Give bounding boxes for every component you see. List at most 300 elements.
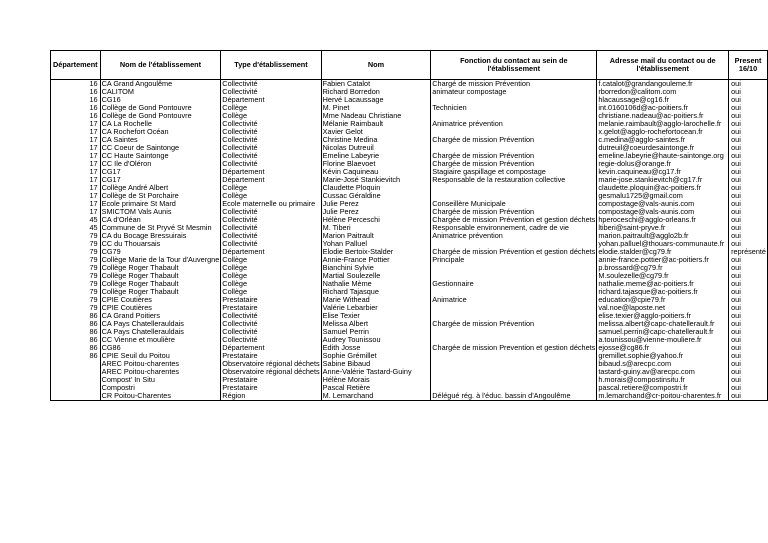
- cell-email: p.brossard@cg79.fr: [597, 264, 729, 272]
- cell-contact-name: Xavier Gelot: [321, 128, 431, 136]
- cell-contact-function: Animatrice prévention: [431, 120, 597, 128]
- cell-contact-name: Edith Josse: [321, 344, 431, 352]
- cell-establishment-name: AREC Poitou-charentes: [100, 360, 221, 368]
- cell-establishment-type: Collectivité: [221, 328, 321, 336]
- cell-establishment-type: Observatoire régional déchets: [222, 368, 320, 376]
- cell-establishment-type: Collectivité: [221, 120, 321, 128]
- cell-present: oui: [729, 184, 768, 192]
- cell-establishment-name: CA Grand Angoulême: [100, 80, 221, 89]
- cell-establishment-name: Commune de St Pryvé St Mesmin: [100, 224, 221, 232]
- cell-establishment-type: Prestataire: [221, 352, 321, 360]
- cell-establishment-name: CC Vienne et moulière: [100, 336, 221, 344]
- cell-present: oui: [729, 368, 768, 376]
- cell-contact-function: Chargé de mission Prévention: [431, 80, 597, 89]
- cell-email: regie-dolus@orange.fr: [597, 160, 729, 168]
- cell-present: oui: [729, 360, 768, 368]
- cell-establishment-type: Département: [221, 248, 321, 256]
- cell-establishment-type: Collectivité: [221, 160, 321, 168]
- cell-present: oui: [729, 328, 768, 336]
- cell-email: pascal.retiere@compostri.fr: [597, 384, 729, 392]
- cell-dept: 17: [51, 176, 101, 184]
- cell-email: val.noe@laposte.net: [597, 304, 729, 312]
- cell-dept: 79: [51, 232, 101, 240]
- cell-establishment-type: Collège: [221, 288, 321, 296]
- cell-establishment-name: CG17: [100, 168, 221, 176]
- header-present: Present 16/10: [729, 51, 768, 80]
- table-row: [51, 384, 768, 392]
- cell-establishment-name: Collège André Albert: [100, 184, 221, 192]
- cell-email: f.catalot@grandangouleme.fr: [597, 80, 729, 89]
- cell-dept: 16: [51, 96, 101, 104]
- table-row: [51, 360, 768, 368]
- cell-contact-name: Audrey Tounissou: [321, 336, 431, 344]
- cell-contact-name: Hélène Perceschi: [321, 216, 431, 224]
- cell-email: claudette.ploquin@ac-poitiers.fr: [597, 184, 729, 192]
- cell-present: oui: [729, 160, 768, 168]
- cell-dept: 17: [51, 144, 101, 152]
- cell-present: oui: [729, 120, 768, 128]
- cell-contact-name: Marie Withead: [321, 296, 431, 304]
- cell-dept: 45: [51, 216, 101, 224]
- cell-contact-function: Responsable environnement, cadre de vie: [431, 224, 597, 232]
- cell-email: kevin.caquineau@cg17.fr: [597, 168, 729, 176]
- cell-dept: 17: [51, 152, 101, 160]
- cell-contact-function: [431, 192, 597, 200]
- cell-establishment-type: Collectivité: [221, 136, 321, 144]
- cell-email: ejosse@cg86.fr: [597, 344, 729, 352]
- cell-present: oui: [729, 168, 768, 176]
- cell-present: oui: [729, 240, 768, 248]
- cell-contact-function: Chargée de mission Prévention: [431, 152, 597, 160]
- cell-establishment-type: Collectivité: [221, 240, 321, 248]
- cell-dept: [51, 360, 101, 368]
- cell-contact-function: Conseillère Municipale: [431, 200, 597, 208]
- cell-dept: 79: [51, 264, 101, 272]
- table-row: [51, 224, 768, 232]
- cell-establishment-name: Compostri: [100, 384, 221, 392]
- cell-contact-function: Responsable de la restauration collective: [431, 176, 597, 184]
- table-row: [51, 168, 768, 176]
- cell-establishment-type: Collège: [221, 264, 321, 272]
- cell-email: emeline.labeyrie@haute-saintonge.org: [597, 152, 729, 160]
- header-contact-name: Nom: [321, 51, 431, 80]
- cell-establishment-type: Collectivité: [221, 312, 321, 320]
- table-row: [51, 352, 768, 360]
- cell-contact-function: animateur compostage: [431, 88, 597, 96]
- header-row: [51, 51, 768, 80]
- cell-contact-function: [431, 328, 597, 336]
- cell-email: m.lemarchand@cr-poitou-charentes.fr: [597, 392, 729, 401]
- cell-contact-function: [431, 272, 597, 280]
- cell-present: oui: [729, 288, 768, 296]
- cell-email: ltiberi@saint-pryve.fr: [597, 224, 729, 232]
- cell-dept: 17: [51, 160, 101, 168]
- cell-contact-name: Claudette Ploquin: [321, 184, 431, 192]
- cell-contact-function: [431, 288, 597, 296]
- header-email: Adresse mail du contact ou de l'établissement: [597, 51, 729, 80]
- cell-contact-function: [431, 368, 597, 376]
- cell-dept: 16: [51, 112, 101, 120]
- cell-contact-name: Cussac Géraldine: [321, 192, 431, 200]
- cell-establishment-type: Département: [221, 96, 321, 104]
- cell-establishment-type: Collège: [221, 112, 321, 120]
- cell-establishment-type: Prestataire: [221, 304, 321, 312]
- cell-establishment-name: Ecole primaire St Mard: [100, 200, 221, 208]
- cell-establishment-type: Collectivité: [221, 232, 321, 240]
- cell-establishment-type: Collectivité: [221, 336, 321, 344]
- cell-email: yohan.palluel@thouars-communaute.fr: [597, 240, 729, 248]
- table-row: [51, 248, 768, 256]
- cell-contact-name: Mélanie Raimbault: [321, 120, 431, 128]
- cell-contact-function: Délégué rég. à l'éduc. bassin d'Angoulême: [431, 392, 597, 401]
- cell-present: oui: [729, 336, 768, 344]
- table-row: [51, 232, 768, 240]
- cell-contact-function: [431, 264, 597, 272]
- cell-dept: 79: [51, 272, 101, 280]
- cell-email: h.morais@compostinsitu.fr: [597, 376, 729, 384]
- table-row: [51, 96, 768, 104]
- cell-dept: 17: [51, 128, 101, 136]
- cell-establishment-type: Collectivité: [221, 152, 321, 160]
- cell-establishment-name: CA Rochefort Océan: [100, 128, 221, 136]
- cell-contact-name: Marie-José Stankievitch: [321, 176, 431, 184]
- cell-contact-function: Stagiaire gaspillage et compostage: [431, 168, 597, 176]
- cell-present: oui: [729, 128, 768, 136]
- cell-establishment-name: Collège de Gond Pontouvre: [100, 112, 221, 120]
- cell-contact-name: Christine Medina: [321, 136, 431, 144]
- cell-email: elodie.stalder@cg79.fr: [597, 248, 729, 256]
- cell-dept: 86: [51, 312, 101, 320]
- cell-dept: 16: [51, 80, 101, 89]
- cell-contact-function: [431, 384, 597, 392]
- cell-establishment-type: Collectivité: [221, 208, 321, 216]
- cell-present: oui: [729, 272, 768, 280]
- table-row: [51, 264, 768, 272]
- cell-establishment-type: Collège: [221, 104, 321, 112]
- table-row: [51, 184, 768, 192]
- cell-dept: 79: [51, 296, 101, 304]
- cell-contact-function: [431, 360, 597, 368]
- cell-establishment-name: Collège Roger Thabault: [100, 280, 221, 288]
- header-establishment-name: Nom de l'établissement: [100, 51, 221, 80]
- cell-present: oui: [729, 208, 768, 216]
- cell-establishment-type: Collège: [221, 272, 321, 280]
- table-row: [51, 256, 768, 264]
- cell-dept: 79: [51, 248, 101, 256]
- cell-present: oui: [729, 312, 768, 320]
- cell-email: c.medina@agglo-saintes.fr: [597, 136, 729, 144]
- cell-contact-function: Chargée de mission Prévention et gestion déchets: [432, 248, 596, 256]
- cell-email: elise.texier@agglo-poitiers.fr: [597, 312, 729, 320]
- cell-present: oui: [729, 200, 768, 208]
- cell-establishment-name: CA Pays Chatellerauldais: [100, 320, 221, 328]
- cell-contact-function: Animatrice: [431, 296, 597, 304]
- cell-contact-name: Richard Tajasque: [321, 288, 431, 296]
- cell-email: dutreuil@coeurdesaintonge.fr: [597, 144, 729, 152]
- table-row: [51, 120, 768, 128]
- cell-contact-function: Technicien: [431, 104, 597, 112]
- cell-dept: 17: [51, 136, 101, 144]
- table-row: [51, 80, 768, 89]
- cell-present: oui: [729, 144, 768, 152]
- cell-present: oui: [729, 216, 768, 224]
- cell-establishment-name: Compost' In Situ: [100, 376, 221, 384]
- table-row: [51, 216, 768, 224]
- cell-establishment-name: CC Coeur de Saintonge: [100, 144, 221, 152]
- cell-establishment-type: Département: [221, 176, 321, 184]
- cell-establishment-name: CA du Bocage Bressuirais: [100, 232, 221, 240]
- cell-contact-function: [431, 184, 597, 192]
- table-row: [51, 104, 768, 112]
- cell-contact-name: Julie Perez: [321, 200, 431, 208]
- cell-contact-function: [431, 336, 597, 344]
- cell-contact-name: Marion Paitrault: [321, 232, 431, 240]
- cell-dept: 79: [51, 240, 101, 248]
- cell-email: hperoceschi@agglo-orleans.fr: [597, 216, 729, 224]
- cell-contact-function: [431, 312, 597, 320]
- table-row: [51, 176, 768, 184]
- cell-contact-name: Emeline Labeyrie: [321, 152, 431, 160]
- cell-dept: 17: [51, 200, 101, 208]
- cell-contact-function: [431, 96, 597, 104]
- cell-establishment-type: Collectivité: [221, 224, 321, 232]
- cell-dept: 16: [51, 88, 101, 96]
- cell-establishment-name: CG16: [100, 96, 221, 104]
- header-dept: Département: [51, 51, 101, 80]
- cell-email: compostage@vals-aunis.com: [597, 200, 729, 208]
- cell-establishment-type: Collectivité: [221, 80, 321, 89]
- cell-dept: [51, 392, 101, 401]
- cell-contact-function: Principale: [431, 256, 597, 264]
- cell-contact-name: Anne-Valérie Tastard-Guiny: [321, 368, 431, 376]
- cell-contact-name: M. Pinet: [321, 104, 431, 112]
- cell-establishment-name: CA d'Orléan: [100, 216, 221, 224]
- cell-present: représenté: [729, 248, 768, 256]
- cell-establishment-name: CA La Rochelle: [100, 120, 221, 128]
- cell-contact-function: Chargée de mission Prévention: [431, 320, 597, 328]
- cell-contact-name: Sabine Bibaud: [321, 360, 431, 368]
- table-row: [51, 392, 768, 401]
- table-row: [51, 336, 768, 344]
- table-row: [51, 296, 768, 304]
- cell-contact-function: Gestionnaire: [431, 280, 597, 288]
- cell-establishment-name: CPIE Coutières: [100, 296, 221, 304]
- cell-dept: 79: [51, 280, 101, 288]
- table-row: [51, 152, 768, 160]
- cell-contact-name: Pascal Retière: [321, 384, 431, 392]
- cell-contact-name: Sophie Grémillet: [321, 352, 431, 360]
- cell-email: education@cpie79.fr: [597, 296, 729, 304]
- cell-establishment-name: Collège Marie de la Tour d'Auvergne: [101, 256, 220, 264]
- cell-establishment-type: Collège: [221, 256, 321, 264]
- table-row: [51, 312, 768, 320]
- cell-contact-name: Fabien Catalot: [321, 80, 431, 89]
- table-row: [51, 128, 768, 136]
- cell-establishment-type: Collectivité: [221, 144, 321, 152]
- table-row: [51, 192, 768, 200]
- table-row: [51, 88, 768, 96]
- cell-email: melanie.raimbault@agglo-larochelle.fr: [597, 120, 729, 128]
- cell-dept: 45: [51, 224, 101, 232]
- cell-establishment-name: Collège Roger Thabault: [100, 264, 221, 272]
- cell-dept: [51, 384, 101, 392]
- cell-establishment-name: CALITOM: [100, 88, 221, 96]
- cell-contact-function: [431, 352, 597, 360]
- cell-contact-function: Chargée de mission Prévention et gestion déchets: [432, 216, 596, 224]
- cell-present: oui: [729, 112, 768, 120]
- cell-present: oui: [729, 296, 768, 304]
- cell-establishment-type: Collège: [221, 184, 321, 192]
- table-row: [51, 344, 768, 352]
- cell-contact-name: Annie-France Pottier: [321, 256, 431, 264]
- cell-present: oui: [729, 88, 768, 96]
- cell-establishment-name: CC Ile d'Oléron: [100, 160, 221, 168]
- cell-dept: 86: [51, 344, 101, 352]
- cell-email: samuel.perrin@capc-chatellerault.fr: [597, 328, 729, 336]
- table-row: [51, 272, 768, 280]
- cell-contact-name: Valérie Lebarbier: [321, 304, 431, 312]
- cell-contact-name: Samuel Perrin: [321, 328, 431, 336]
- cell-establishment-type: Prestataire: [221, 376, 321, 384]
- cell-establishment-name: CR Poitou-Charentes: [100, 392, 221, 401]
- cell-establishment-name: Collège de St Porchaire: [100, 192, 221, 200]
- cell-contact-name: Yohan Palluel: [321, 240, 431, 248]
- table-row: [51, 136, 768, 144]
- cell-establishment-name: CG17: [100, 176, 221, 184]
- cell-email: nathalie.meme@ac-poitiers.fr: [597, 280, 729, 288]
- cell-email: annie-france.pottier@ac-poitiers.fr: [597, 256, 729, 264]
- table-row: [51, 368, 768, 376]
- cell-present: oui: [729, 304, 768, 312]
- cell-establishment-type: Département: [221, 168, 321, 176]
- cell-contact-name: Elise Texier: [321, 312, 431, 320]
- cell-contact-name: Melissa Albert: [321, 320, 431, 328]
- cell-present: oui: [729, 104, 768, 112]
- cell-establishment-name: CC Haute Saintonge: [100, 152, 221, 160]
- cell-establishment-name: Collège Roger Thabault: [100, 272, 221, 280]
- cell-dept: 17: [51, 184, 101, 192]
- cell-establishment-name: CPIE Seuil du Poitou: [100, 352, 221, 360]
- cell-present: oui: [729, 280, 768, 288]
- table-row: [51, 304, 768, 312]
- cell-dept: 17: [51, 208, 101, 216]
- table-row: [51, 144, 768, 152]
- table-row: [51, 320, 768, 328]
- cell-present: oui: [729, 232, 768, 240]
- cell-establishment-type: Région: [221, 392, 321, 401]
- table-row: [51, 328, 768, 336]
- cell-present: oui: [729, 224, 768, 232]
- cell-establishment-type: Observatoire régional déchets: [222, 360, 320, 368]
- cell-contact-function: Chargée de mission Prévention: [431, 160, 597, 168]
- cell-email: tastard-guiny.av@arecpc.com: [597, 368, 729, 376]
- cell-contact-name: Nicolas Dutreuil: [321, 144, 431, 152]
- cell-contact-function: Chargée de mission Prévention: [431, 208, 597, 216]
- cell-email: int.0160106d@ac-poitiers.fr: [597, 104, 729, 112]
- table-row: [51, 160, 768, 168]
- cell-establishment-name: AREC Poitou-charentes: [100, 368, 221, 376]
- header-contact-function: Fonction du contact au sein de l'établissement: [431, 51, 597, 80]
- cell-dept: 79: [51, 288, 101, 296]
- cell-establishment-type: Collectivité: [221, 128, 321, 136]
- cell-dept: 79: [51, 304, 101, 312]
- cell-dept: 86: [51, 328, 101, 336]
- cell-present: oui: [729, 152, 768, 160]
- cell-dept: 86: [51, 336, 101, 344]
- cell-dept: 86: [51, 320, 101, 328]
- cell-establishment-name: CC du Thouarsais: [100, 240, 221, 248]
- cell-email: bibaud.s@arecpc.com: [597, 360, 729, 368]
- cell-present: oui: [729, 264, 768, 272]
- cell-contact-name: M. Tiberi: [321, 224, 431, 232]
- cell-dept: [51, 368, 101, 376]
- cell-contact-name: M. Lemarchand: [321, 392, 431, 401]
- table-body: [51, 80, 768, 401]
- cell-contact-name: Elodie Bertoix-Stalder: [321, 248, 431, 256]
- cell-contact-function: [431, 144, 597, 152]
- cell-establishment-name: CG79: [100, 248, 221, 256]
- cell-email: gremillet.sophie@yahoo.fr: [597, 352, 729, 360]
- cell-establishment-name: CA Pays Chatellerauldais: [100, 328, 221, 336]
- cell-email: richard.tajasque@ac-poitiers.fr: [597, 288, 729, 296]
- cell-establishment-type: Collectivité: [221, 88, 321, 96]
- table-row: [51, 240, 768, 248]
- cell-dept: 16: [51, 104, 101, 112]
- cell-present: oui: [729, 256, 768, 264]
- cell-dept: 79: [51, 256, 101, 264]
- cell-contact-name: Florine Blaevoet: [321, 160, 431, 168]
- cell-present: oui: [729, 80, 768, 89]
- cell-establishment-type: Prestataire: [221, 296, 321, 304]
- cell-contact-function: Chargée de mission Prevention et gestion déchets: [432, 344, 596, 352]
- cell-email: gesmalu1725@gmail.com: [597, 192, 729, 200]
- cell-contact-name: Julie Perez: [321, 208, 431, 216]
- cell-email: compostage@vals-aunis.com: [597, 208, 729, 216]
- cell-contact-name: Martial Soulezelle: [321, 272, 431, 280]
- cell-establishment-type: Ecole maternelle ou primaire: [221, 200, 321, 208]
- cell-contact-function: [431, 376, 597, 384]
- cell-contact-name: Mme Nadeau Christiane: [321, 112, 431, 120]
- cell-email: marion.paitrault@agglo2b.fr: [597, 232, 729, 240]
- cell-contact-name: Richard Borredon: [321, 88, 431, 96]
- cell-dept: 17: [51, 168, 101, 176]
- cell-establishment-type: Prestataire: [221, 384, 321, 392]
- cell-establishment-name: Collège Roger Thabault: [100, 288, 221, 296]
- cell-contact-name: Hélène Morais: [321, 376, 431, 384]
- cell-contact-name: Bianchini Sylvie: [321, 264, 431, 272]
- cell-establishment-type: Collège: [221, 192, 321, 200]
- cell-establishment-name: CA Saintes: [100, 136, 221, 144]
- cell-establishment-type: Collectivité: [221, 320, 321, 328]
- cell-email: M.soulezelle@cg79.fr: [597, 272, 729, 280]
- cell-present: oui: [729, 376, 768, 384]
- cell-establishment-name: SMICTOM Vals Aunis: [100, 208, 221, 216]
- cell-present: oui: [729, 136, 768, 144]
- cell-email: christiane.nadeau@ac-poitiers.fr: [597, 112, 729, 120]
- table-row: [51, 376, 768, 384]
- cell-establishment-type: Collectivité: [221, 216, 321, 224]
- cell-email: hlacaussage@cg16.fr: [597, 96, 729, 104]
- cell-email: melissa.albert@capc-chatellerault.fr: [597, 320, 729, 328]
- cell-email: a.tounissou@vienne-mouliere.fr: [597, 336, 729, 344]
- cell-email: x.gelot@agglo-rochefortocean.fr: [597, 128, 729, 136]
- cell-contact-name: Kévin Caquineau: [321, 168, 431, 176]
- cell-contact-function: [431, 304, 597, 312]
- cell-present: oui: [729, 352, 768, 360]
- participants-table: [50, 50, 768, 401]
- cell-email: marie-jose.stankievitch@cg17.fr: [597, 176, 729, 184]
- cell-present: oui: [729, 344, 768, 352]
